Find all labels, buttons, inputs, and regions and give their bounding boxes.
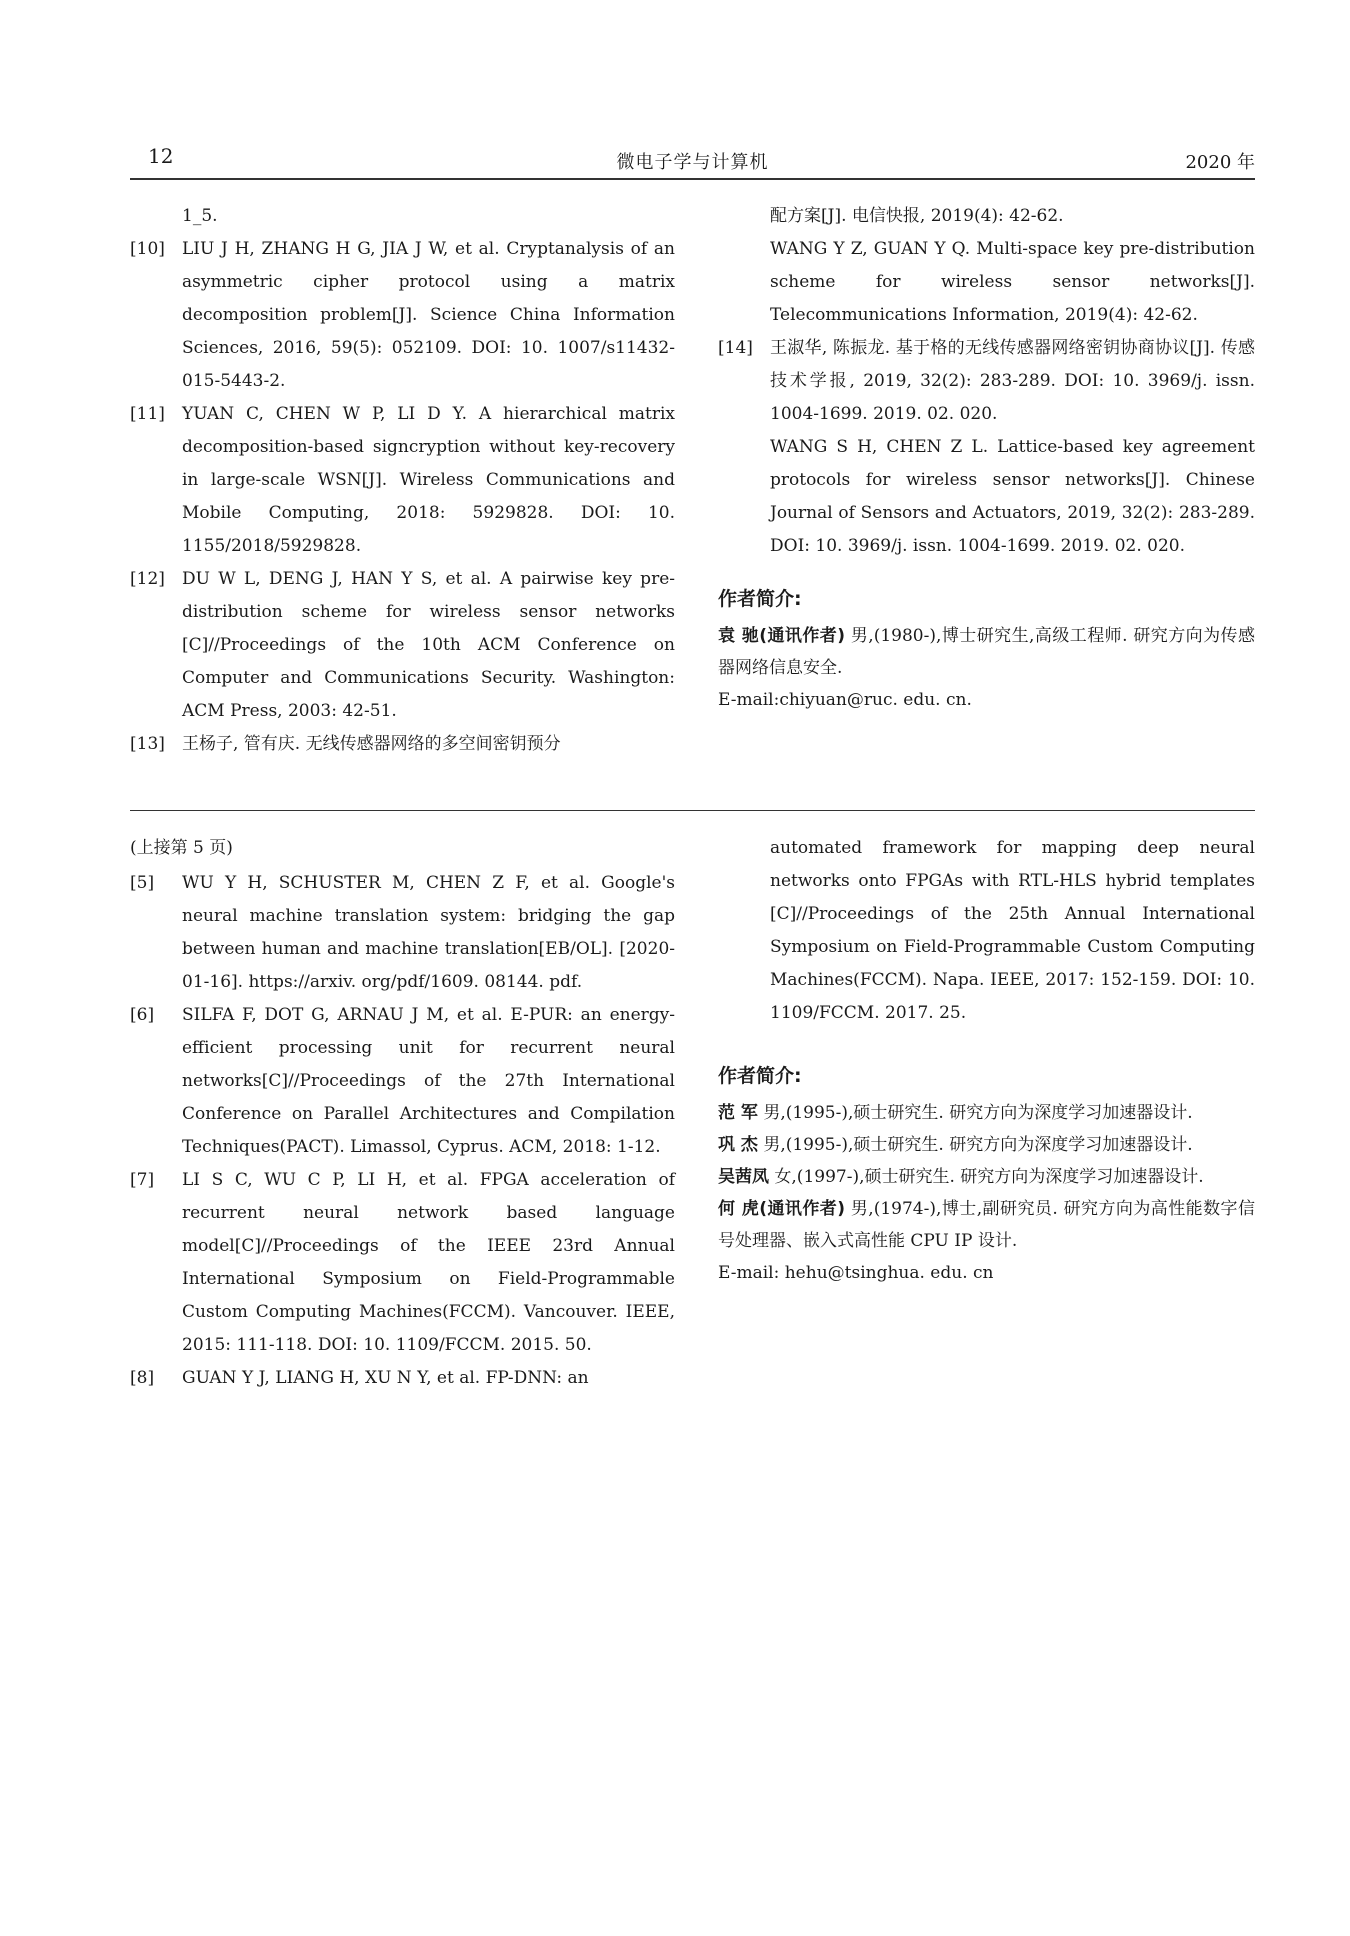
reference-text: LIU J H, ZHANG H G, JIA J W, et al. Cryptanalysis of an asymmetric cipher protocol using a matrix decomposition problem[J]. Science China Information Sciences, 2016, 59(5): 052109. DOI: 10. 1007/s11432-015-5443-2. — [182, 239, 675, 391]
author-name: 何 虎 — [718, 1199, 760, 1219]
reference-text — [770, 332, 1255, 563]
reference-item — [130, 1362, 675, 1395]
author-bio — [718, 1097, 1255, 1129]
top-left-column — [130, 200, 675, 761]
reference-text: 王杨子, 管有庆. 无线传感器网络的多空间密钥预分 — [182, 734, 561, 754]
reference-item — [130, 233, 675, 398]
header-year: 2020 年 — [1185, 152, 1255, 173]
reference-item — [718, 332, 1255, 563]
author-role: (通讯作者) — [759, 626, 846, 646]
reference-number: [7] — [130, 1170, 155, 1190]
reference-continuation: 1_5. — [182, 206, 218, 226]
author-description: 女,(1997-),硕士研究生. 研究方向为深度学习加速器设计. — [769, 1167, 1204, 1187]
reference-number: [8] — [130, 1368, 155, 1388]
reference-text: DU W L, DENG J, HAN Y S, et al. A pairwise key pre-distribution scheme for wireless sensor networks [C]//Proceedings of the 10th ACM Conference on Computer and Communications Security. Washington: ACM Press, 2003: 42-51. — [182, 569, 675, 721]
journal-title: 微电子学与计算机 — [616, 152, 769, 173]
author-bio — [718, 1193, 1255, 1257]
reference-text: WU Y H, SCHUSTER M, CHEN Z F, et al. Google's neural machine translation system: bridging the gap between human and machine translation[EB/OL]. [2020-01-16]. https://arxiv. org/pdf/1609. 08144. pdf. — [182, 873, 675, 992]
author-bio — [718, 1161, 1255, 1193]
reference-text: GUAN Y J, LIANG H, XU N Y, et al. FP-DNN: an — [182, 1368, 589, 1388]
author-bio-heading: 作者简介: — [718, 1065, 802, 1087]
bottom-right-column — [718, 832, 1255, 1289]
author-email: E-mail: hehu@tsinghua. edu. cn — [718, 1263, 994, 1283]
reference-text: LI S C, WU C P, LI H, et al. FPGA acceleration of recurrent neural network based language model[C]//Proceedings of the IEEE 23rd Annual International Symposium on Field-Programmable Custom Computing Machines(FCCM). Vancouver. IEEE, 2015: 111-118. DOI: 10. 1109/FCCM. 2015. 50. — [182, 1170, 675, 1355]
author-name: 范 军 — [718, 1103, 758, 1123]
reference-text: YUAN C, CHEN W P, LI D Y. A hierarchical matrix decomposition-based signcryption without key-recovery in large-scale WSN[J]. Wireless Communications and Mobile Computing, 2018: 5929828. DOI: 10. 1155/2018/5929828. — [182, 404, 675, 556]
header-rule — [130, 178, 1255, 180]
reference-number: [10] — [130, 239, 165, 259]
bottom-left-column — [130, 832, 675, 1395]
author-bio — [718, 620, 1255, 716]
reference-number: [5] — [130, 873, 155, 893]
page-number: 12 — [148, 144, 174, 168]
reference-continuation: 配方案[J]. 电信快报, 2019(4): 42-62. — [770, 206, 1064, 226]
author-role: (通讯作者) — [759, 1199, 846, 1219]
running-header — [130, 144, 1255, 180]
author-description: 男,(1974-),博士,副研究员. 研究方向为高性能数字信号处理器、嵌入式高性能 CPU IP 设计. — [718, 1199, 1255, 1251]
reference-text: SILFA F, DOT G, ARNAU J M, et al. E-PUR: an energy-efficient processing unit for recurrent neural networks[C]//Proceedings of the 27th International Conference on Parallel Architectures and Compilation Techniques(PACT). Limassol, Cyprus. ACM, 2018: 1-12. — [182, 1005, 675, 1157]
reference-item — [130, 867, 675, 999]
author-name: 袁 驰 — [718, 626, 760, 646]
reference-number: [6] — [130, 1005, 155, 1025]
author-bio — [718, 1129, 1255, 1161]
reference-number: [12] — [130, 569, 165, 589]
top-right-column — [718, 200, 1255, 716]
reference-item — [130, 728, 675, 761]
author-description: 男,(1995-),硕士研究生. 研究方向为深度学习加速器设计. — [757, 1103, 1193, 1123]
reference-number: [11] — [130, 404, 165, 424]
author-bio-heading: 作者简介: — [718, 588, 802, 610]
author-description: 男,(1995-),硕士研究生. 研究方向为深度学习加速器设计. — [757, 1135, 1193, 1155]
reference-number: [14] — [718, 338, 753, 358]
reference-text-english: WANG S H, CHEN Z L. Lattice-based key agreement protocols for wireless sensor networks[J]. Chinese Journal of Sensors and Actuators, 2019, 32(2): 283-289. DOI: 10. 3969/j. issn. 1004-1699. 2019. 02. 020. — [770, 437, 1255, 556]
reference-text-chinese: 王淑华, 陈振龙. 基于格的无线传感器网络密钥协商协议[J]. 传感技术学报, 2019, 32(2): 283-289. DOI: 10. 3969/j. issn. 1004-1699. 2019. 02. 020. — [770, 338, 1255, 424]
author-email: E-mail:chiyuan@ruc. edu. cn. — [718, 690, 972, 710]
reference-continuation: automated framework for mapping deep neural networks onto FPGAs with RTL-HLS hybrid templates [C]//Proceedings of the 25th Annual International Symposium on Field-Programmable Custom Computing Machines(FCCM). Napa. IEEE, 2017: 152-159. DOI: 10. 1109/FCCM. 2017. 25. — [770, 838, 1255, 1023]
reference-number: [13] — [130, 734, 165, 754]
author-name: 吴茜凤 — [718, 1167, 769, 1187]
reference-item — [130, 1164, 675, 1362]
reference-item — [130, 563, 675, 728]
reference-continuation: WANG Y Z, GUAN Y Q. Multi-space key pre-distribution scheme for wireless sensor networks[J]. Telecommunications Information, 2019(4): 42-62. — [770, 239, 1255, 325]
reference-item — [130, 999, 675, 1164]
author-name: 巩 杰 — [718, 1135, 758, 1155]
continued-from-note: (上接第 5 页) — [130, 838, 233, 858]
author-description: 男,(1980-),博士研究生,高级工程师. 研究方向为传感器网络信息安全. — [718, 626, 1255, 678]
section-divider — [130, 810, 1255, 811]
reference-item — [130, 398, 675, 563]
